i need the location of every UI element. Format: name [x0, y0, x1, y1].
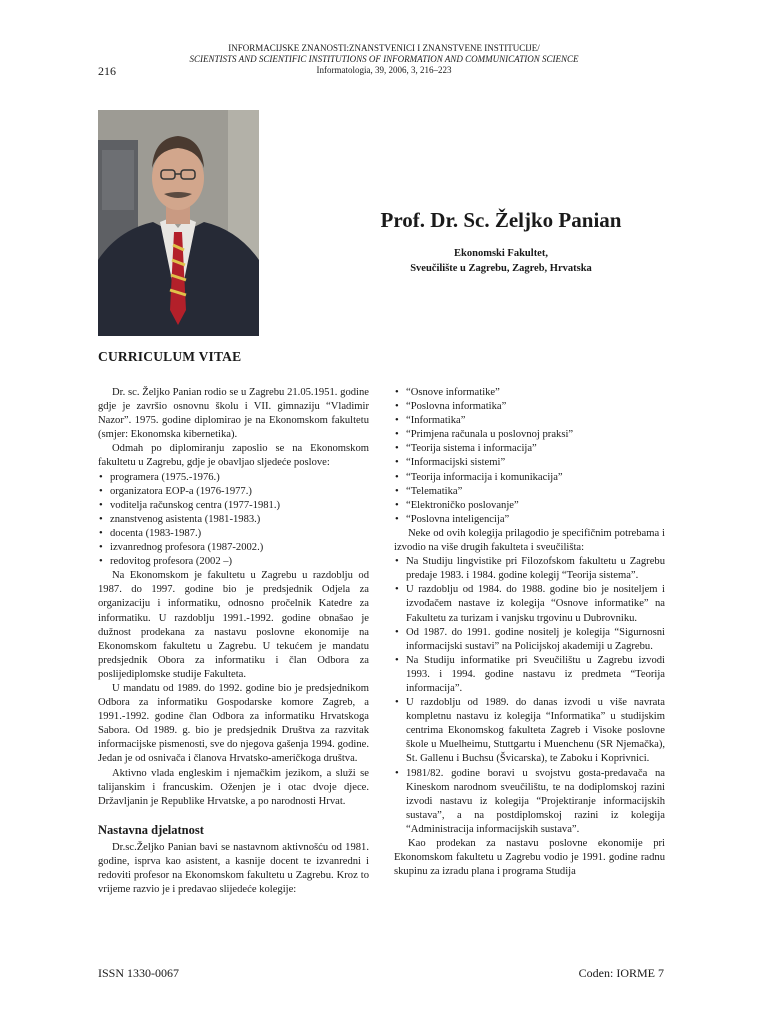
engagements-list — [394, 555, 665, 837]
list-item: • U razdoblju od 1989. do danas izvodi u više navrata kompletnu nastavu iz kolegija “Informatika” u studijskim centrima Ekonomskog fakulteta Zagreb i Visoke poslovne škole u Muelheimu, Stuttgartu i Muenchenu (SR Njemačka), St. Gallenu i Buchsu (Švicarska), te Zaboku i Koprivnici. — [394, 696, 665, 766]
personal-paragraph: Aktivno vlada engleskim i njemačkim jezikom, a služi se talijanskim i francuskim. Oženjen je i otac dvoje djece. Državljanin je Republike Hrvatske, a po narodnosti Hrvat. — [98, 767, 369, 807]
list-item: • “Informacijski sistemi” — [394, 456, 665, 470]
list-item: • znanstvenog asistenta (1981-1983.) — [98, 513, 369, 527]
committees-paragraph: U mandatu od 1989. do 1992. godine bio je predsjednikom Odbora za informatiku Gospodarske komore Zagreb, a 1991.-1992. godine član Odbora za informatiku Hrvatskoga Sabora. Od 1989. g. bio je predsjednik Društva za razvitak informacijske pismenosti, sve do njegova gašenja 1994. godine. Jedan je od osnivača i članova Hrvatsko-američkoga društva. — [98, 682, 369, 765]
adaptation-paragraph: Neke od ovih kolegija prilagodio je specifičnim potrebama i izvodio na više drugih fakulteta i sveučilišta: — [394, 527, 665, 554]
profile-title-block — [288, 206, 714, 276]
faculty-roles-paragraph: Na Ekonomskom je fakultetu u Zagrebu u razdoblju od 1987. do 1997. godine bio je predsjednik Odjela za organizaciju i informatiku, odnosno pročelnik Katedre za informatiku. U razdoblju 1991.-1992. godine obnašao je dužnost prodekana za nastavu poslovne ekonomije na Ekonomskom fakultetu u Zagrebu. U tekućem je mandatu predsjednik Obora za informatiku i član Odbora za poslijediplomske studije Fakulteta. — [98, 570, 369, 680]
profile-name: Prof. Dr. Sc. Željko Panian — [380, 208, 622, 232]
list-item: • “Poslovna informatika” — [394, 400, 665, 414]
list-item: • redovitog profesora (2002 –) — [98, 555, 369, 569]
list-item: • “Telematika” — [394, 485, 665, 499]
section-title: CURRICULUM VITAE — [98, 349, 242, 364]
list-item: • docenta (1983-1987.) — [98, 527, 369, 541]
right-column — [394, 386, 665, 879]
affiliation-line-2: Sveučilište u Zagrebu, Zagreb, Hrvatska — [410, 263, 592, 274]
list-item: • “Primjena računala u poslovnoj praksi” — [394, 428, 665, 442]
list-item: • “Poslovna inteligencija” — [394, 513, 665, 527]
courses-list — [394, 386, 665, 527]
affiliation-line-1: Ekonomski Fakultet, — [454, 248, 548, 259]
footer-coden: Coden: IORME 7 — [578, 966, 664, 980]
list-item: • programera (1975.-1976.) — [98, 471, 369, 485]
header-line-2: SCIENTISTS AND SCIENTIFIC INSTITUTIONS OF INFORMATION AND COMMUNICATION SCIENCE — [189, 54, 579, 64]
list-item: • “Teorija sistema i informacija” — [394, 442, 665, 456]
left-column — [98, 386, 369, 897]
intro-paragraph: Dr. sc. Željko Panian rodio se u Zagrebu 21.05.1951. godine gdje je završio osnovnu školu i VII. gimnaziju “Vladimir Nazor”. 1975. godine diplomirao je na Ekonomskom fakultetu (smjer: Ekonomska kibernetika). — [98, 387, 369, 441]
list-item: • voditelja računskog centra (1977-1981.) — [98, 499, 369, 513]
list-item: • “Informatika” — [394, 414, 665, 428]
profile-affiliation — [288, 246, 714, 276]
teaching-paragraph: Dr.sc.Željko Panian bavi se nastavnom aktivnošću od 1981. godine, isprva kao asistent, a kasnije docent te izvanredni i redoviti profesor na Ekonomskom fakultetu u Zagrebu. Kroz to vrijeme razvio je i predavao slijedeće kolegije: — [98, 841, 369, 896]
list-item: • Od 1987. do 1991. godine nositelj je kolegija “Sigurnosni informacijski sustavi” na Policijskoj akademiji u Zagrebu. — [394, 626, 665, 654]
footer-issn: ISSN 1330-0067 — [98, 966, 180, 980]
list-item: • 1981/82. godine boravi u svojstvu gosta-predavača na Kineskom narodnom sveučilištu, te na dodiplomskoj razini izvodi nastavu iz kolegija “Projektiranje informacijskih sustava”, a na postdiplomskoj razini iz kolegija “Administracija informacijskih sustava”. — [394, 767, 665, 837]
list-item: • Na Studiju informatike pri Sveučilištu u Zagrebu izvodi 1993. i 1994. godine nastavu iz predmeta “Teorija informacija”. — [394, 654, 665, 696]
list-item: • “Teorija informacija i komunikacija” — [394, 471, 665, 485]
header-line-1: INFORMACIJSKE ZNANOSTI:ZNANSTVENICI I ZNANSTVENE INSTITUCIJE/ — [228, 43, 540, 53]
positions-list — [98, 471, 369, 570]
list-item: • Na Studiju lingvistike pri Filozofskom fakultetu u Zagrebu predaje 1983. i 1984. godine kolegij “Teorija sistema”. — [394, 555, 665, 583]
list-item: • “Osnove informatike” — [394, 386, 665, 400]
list-item: • organizatora EOP-a (1976-1977.) — [98, 485, 369, 499]
employment-paragraph: Odmah po diplomiranju zaposlio se na Ekonomskom fakultetu u Zagrebu, gdje je obavljao sljedeće poslove: — [98, 443, 369, 469]
page-number: 216 — [98, 64, 116, 78]
list-item: • izvanrednog profesora (1987-2002.) — [98, 541, 369, 555]
teaching-heading: Nastavna djelatnost — [98, 822, 204, 837]
list-item: • “Elektroničko poslovanje” — [394, 499, 665, 513]
header-line-3: Informatologia, 39, 2006, 3, 216–223 — [316, 65, 452, 75]
list-item: • U razdoblju od 1984. do 1988. godine bio je nositeljem i izvođačem nastave iz kolegija “Osnove informatike” na Fakultetu za turizam i vanjsku trgovinu u Dubrovniku. — [394, 583, 665, 625]
portrait-photo — [98, 110, 259, 336]
vice-dean-paragraph: Kao prodekan za nastavu poslovne ekonomije pri Ekonomskom fakultetu u Zagrebu vodio je 1991. godine radnu skupinu za izradu plana i programa Studija — [394, 838, 665, 878]
